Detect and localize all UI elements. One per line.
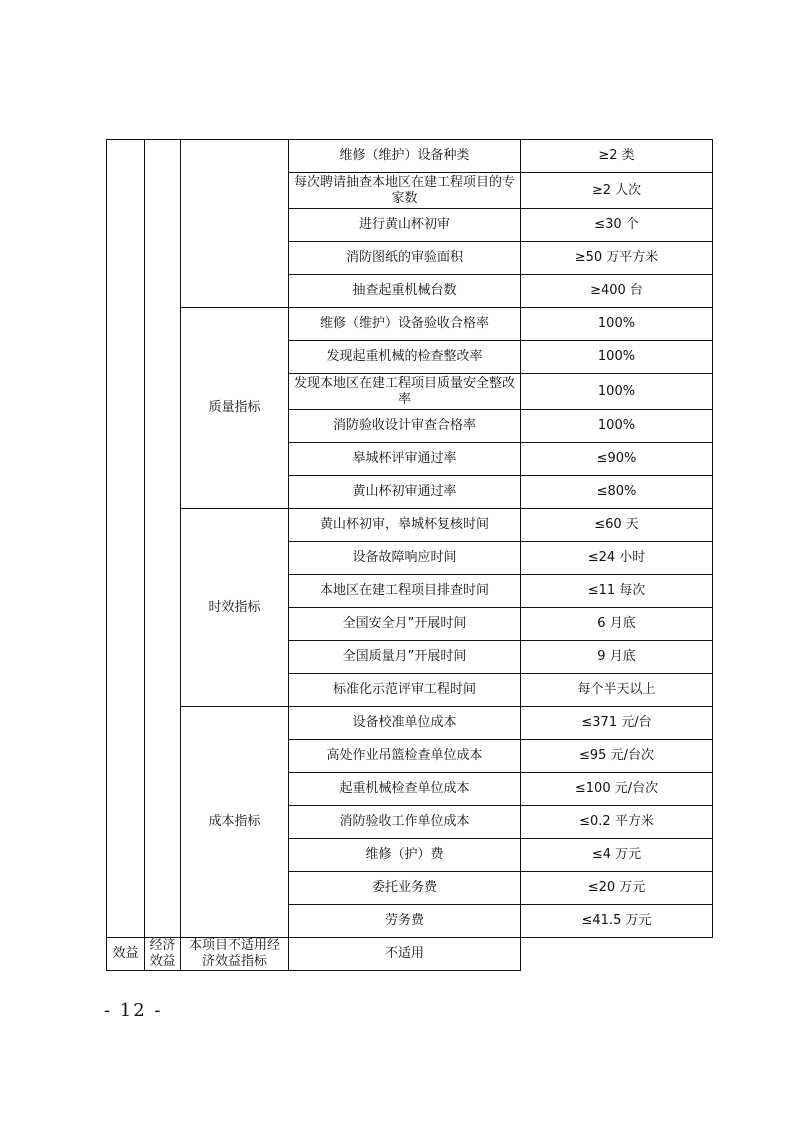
indicator-cell: 设备校准单位成本: [289, 707, 521, 740]
indicator-cell: 黄山杯初审，皋城杯复核时间: [289, 509, 521, 542]
indicator-cell: 消防验收工作单位成本: [289, 806, 521, 839]
value-cell: 100%: [521, 308, 713, 341]
indicator-cell: 维修（维护）设备种类: [289, 140, 521, 173]
indicator-cell: 抽查起重机械台数: [289, 275, 521, 308]
value-cell: ≤371 元/台: [521, 707, 713, 740]
value-cell: ≥50 万平方米: [521, 242, 713, 275]
table-row: [107, 938, 713, 971]
value-cell: ≤20 万元: [521, 872, 713, 905]
value-cell: ≤95 元/台次: [521, 740, 713, 773]
category-cell-timeliness: 时效指标: [181, 509, 289, 707]
value-cell: 100%: [521, 374, 713, 410]
indicator-cell: 高处作业吊篮检查单位成本: [289, 740, 521, 773]
indicator-cell: 本地区在建工程项目排查时间: [289, 575, 521, 608]
value-cell: ≤0.2 平方米: [521, 806, 713, 839]
indicator-cell: 维修（护）费: [289, 839, 521, 872]
column-1-cell: [107, 140, 145, 938]
value-cell: ≤4 万元: [521, 839, 713, 872]
value-cell: 9 月底: [521, 641, 713, 674]
value-cell: 6 月底: [521, 608, 713, 641]
table-row: [107, 707, 713, 740]
value-cell: ≤24 小时: [521, 542, 713, 575]
indicator-cell: 每次聘请抽查本地区在建工程项目的专家数: [289, 173, 521, 209]
indicator-cell: 劳务费: [289, 905, 521, 938]
value-cell: ≤60 天: [521, 509, 713, 542]
indicator-cell: 全国安全月”开展时间: [289, 608, 521, 641]
value-cell: ≤90%: [521, 443, 713, 476]
indicator-cell: 委托业务费: [289, 872, 521, 905]
value-cell: 100%: [521, 410, 713, 443]
value-cell: 每个半天以上: [521, 674, 713, 707]
indicator-cell: 皋城杯评审通过率: [289, 443, 521, 476]
indicator-cell: 发现起重机械的检查整改率: [289, 341, 521, 374]
indicator-cell: 黄山杯初审通过率: [289, 476, 521, 509]
table-row: [107, 308, 713, 341]
category-cell-economic-benefit: 经济效益: [145, 938, 181, 971]
indicator-cell: 设备故障响应时间: [289, 542, 521, 575]
value-cell: 100%: [521, 341, 713, 374]
column-2-cell: [145, 140, 181, 938]
value-cell: ≤100 元/台次: [521, 773, 713, 806]
indicator-cell: 发现本地区在建工程项目质量安全整改率: [289, 374, 521, 410]
indicator-cell: 标准化示范评审工程时间: [289, 674, 521, 707]
category-cell-quality: 质量指标: [181, 308, 289, 509]
indicator-cell: 消防验收设计审查合格率: [289, 410, 521, 443]
table-row: [107, 140, 713, 173]
category-cell-cost: 成本指标: [181, 707, 289, 938]
indicator-cell: 本项目不适用经济效益指标: [181, 938, 289, 971]
table-row: [107, 509, 713, 542]
value-cell: ≥2 类: [521, 140, 713, 173]
value-cell: ≥2 人次: [521, 173, 713, 209]
indicator-cell: 起重机械检查单位成本: [289, 773, 521, 806]
indicator-cell: 进行黄山杯初审: [289, 209, 521, 242]
value-cell: ≤11 每次: [521, 575, 713, 608]
indicator-cell: 维修（维护）设备验收合格率: [289, 308, 521, 341]
value-cell: 不适用: [289, 938, 521, 971]
value-cell: ≤80%: [521, 476, 713, 509]
indicator-cell: 全国质量月”开展时间: [289, 641, 521, 674]
page-number: - 12 -: [104, 1000, 163, 1021]
level1-benefit-cell: 效益: [107, 938, 145, 971]
value-cell: ≥400 台: [521, 275, 713, 308]
indicator-cell: 消防图纸的审验面积: [289, 242, 521, 275]
performance-indicator-table: [106, 139, 713, 971]
quantity-category-cell: [181, 140, 289, 308]
value-cell: ≤41.5 万元: [521, 905, 713, 938]
value-cell: ≤30 个: [521, 209, 713, 242]
